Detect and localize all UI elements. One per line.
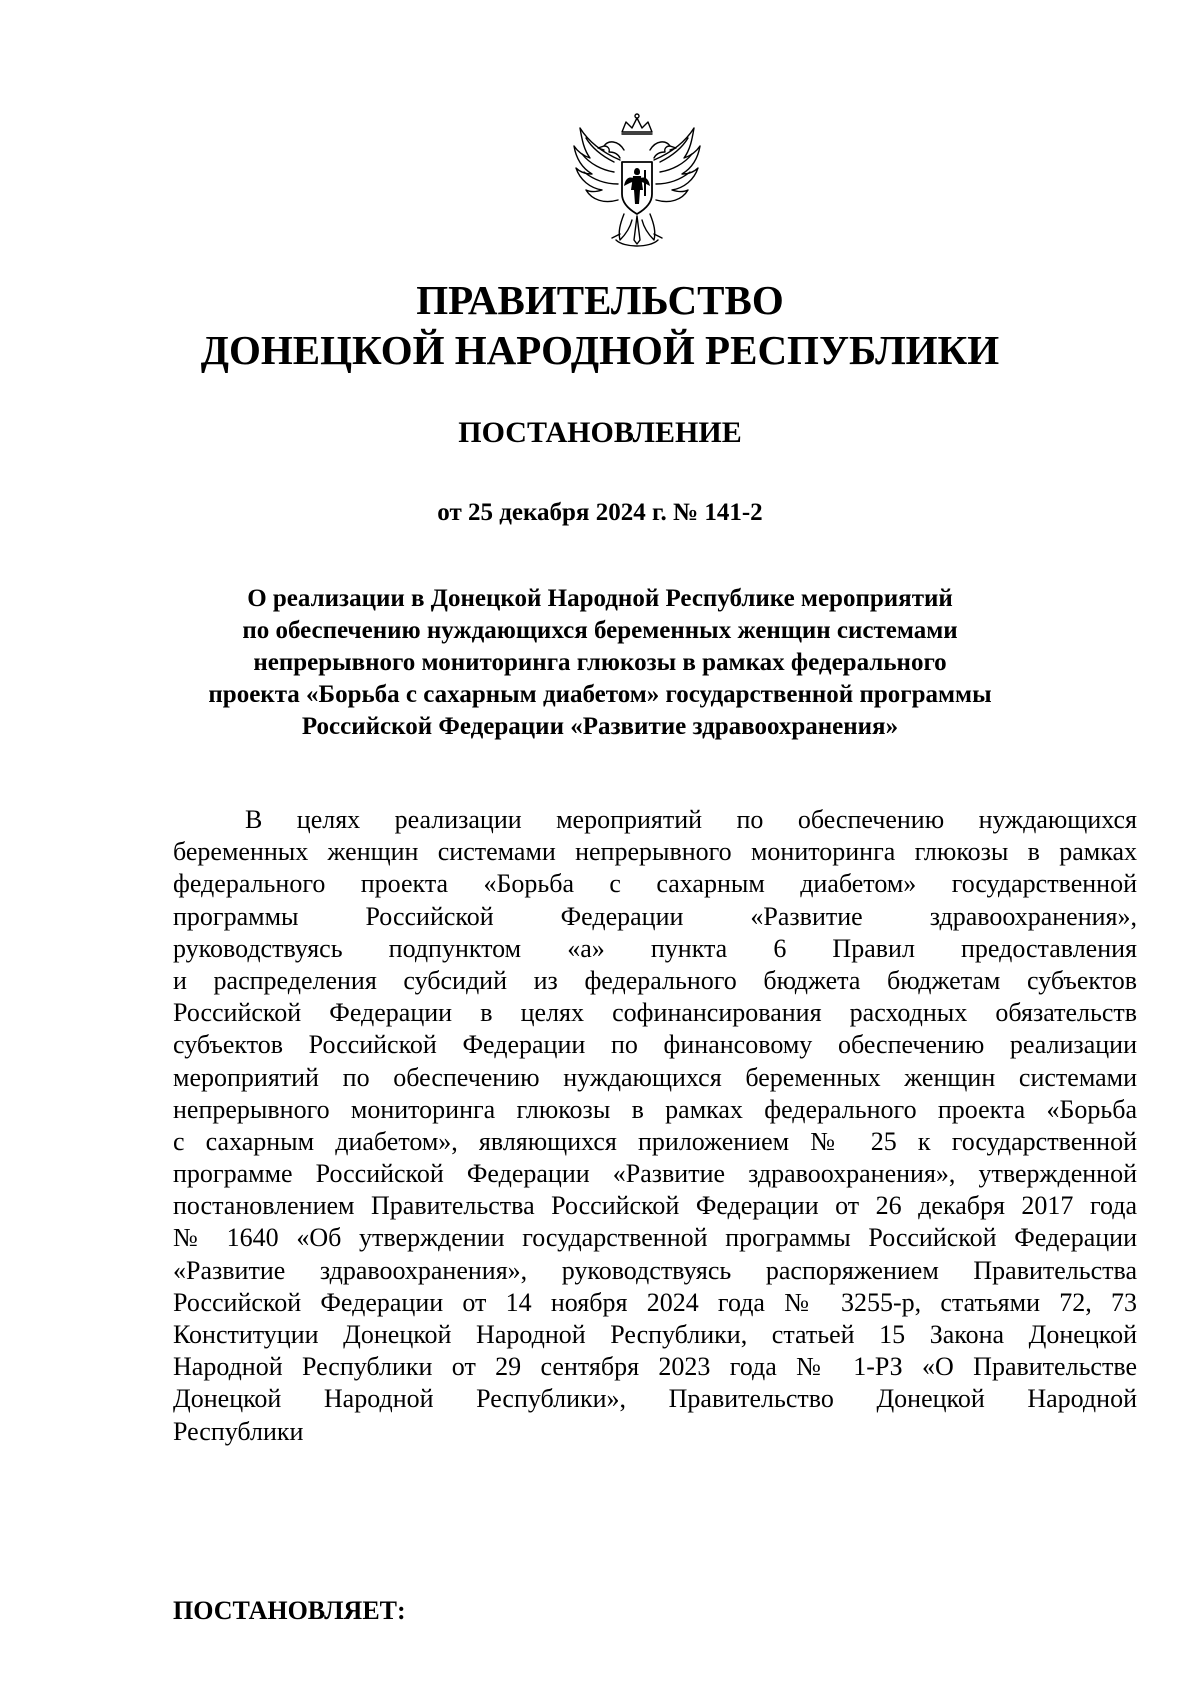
paragraph-line: непрерывного мониторинга глюкозы в рамках федерального проекта «Борьба — [173, 1094, 1137, 1124]
paragraph-line: федерального проекта «Борьба с сахарным диабетом» государственной — [173, 869, 1137, 899]
coat-of-arms-emblem — [562, 110, 712, 260]
paragraph-line: постановлением Правительства Российской Федерации от 26 декабря 2017 года — [173, 1191, 1137, 1221]
paragraph-line: Республики — [173, 1416, 304, 1446]
paragraph-line: Народной Республики от 29 сентября 2023 года № 1-РЗ «О Правительстве — [173, 1352, 1137, 1382]
paragraph-line: Российской Федерации от 14 ноября 2024 года № 3255-р, статьями 72, 73 — [173, 1287, 1137, 1317]
preamble-paragraph — [173, 804, 1137, 1448]
paragraph-line: и распределения субсидий из федерального бюджета бюджетам субъектов — [173, 965, 1137, 995]
document-type: ПОСТАНОВЛЕНИЕ — [458, 416, 742, 449]
paragraph-line: № 1640 «Об утверждении государственной программы Российской Федерации — [173, 1223, 1137, 1253]
title-line: проекта «Борьба с сахарным диабетом» государственной программы — [208, 681, 992, 708]
paragraph-line: с сахарным диабетом», являющихся приложением № 25 к государственной — [173, 1126, 1137, 1156]
organization-name-line-2: ДОНЕЦКОЙ НАРОДНОЙ РЕСПУБЛИКИ — [200, 327, 1000, 373]
resolution-heading: ПОСТАНОВЛЯЕТ: — [173, 1596, 406, 1625]
paragraph-line: В целях реализации мероприятий по обеспечению нуждающихся — [245, 805, 1137, 834]
paragraph-line: субъектов Российской Федерации по финансовому обеспечению реализации — [173, 1030, 1137, 1060]
paragraph-line: программы Российской Федерации «Развитие здравоохранения», — [173, 901, 1137, 931]
title-line: непрерывного мониторинга глюкозы в рамках федерального — [253, 649, 947, 676]
paragraph-line: Донецкой Народной Республики», Правительство Донецкой Народной — [173, 1384, 1137, 1414]
paragraph-line: мероприятий по обеспечению нуждающихся беременных женщин системами — [173, 1062, 1137, 1092]
title-line: по обеспечению нуждающихся беременных женщин системами — [242, 617, 958, 644]
paragraph-line: Конституции Донецкой Народной Республики, статьей 15 Закона Донецкой — [173, 1320, 1137, 1349]
title-line: Российской Федерации «Развитие здравоохранения» — [301, 713, 899, 740]
paragraph-line: Российской Федерации в целях софинансирования расходных обязательств — [173, 998, 1137, 1028]
organization-name-line-1: ПРАВИТЕЛЬСТВО — [416, 277, 784, 323]
document-date-number: от 25 декабря 2024 г. № 141-2 — [437, 499, 763, 526]
paragraph-line: беременных женщин системами непрерывного мониторинга глюкозы в рамках — [173, 837, 1137, 867]
paragraph-line: «Развитие здравоохранения», руководствуясь распоряжением Правительства — [173, 1255, 1137, 1285]
paragraph-line: руководствуясь подпунктом «а» пункта 6 Правил предоставления — [173, 933, 1137, 963]
title-line: О реализации в Донецкой Народной Республике мероприятий — [247, 585, 953, 612]
paragraph-line: программе Российской Федерации «Развитие здравоохранения», утвержденной — [173, 1159, 1137, 1189]
document-title — [0, 583, 1200, 743]
